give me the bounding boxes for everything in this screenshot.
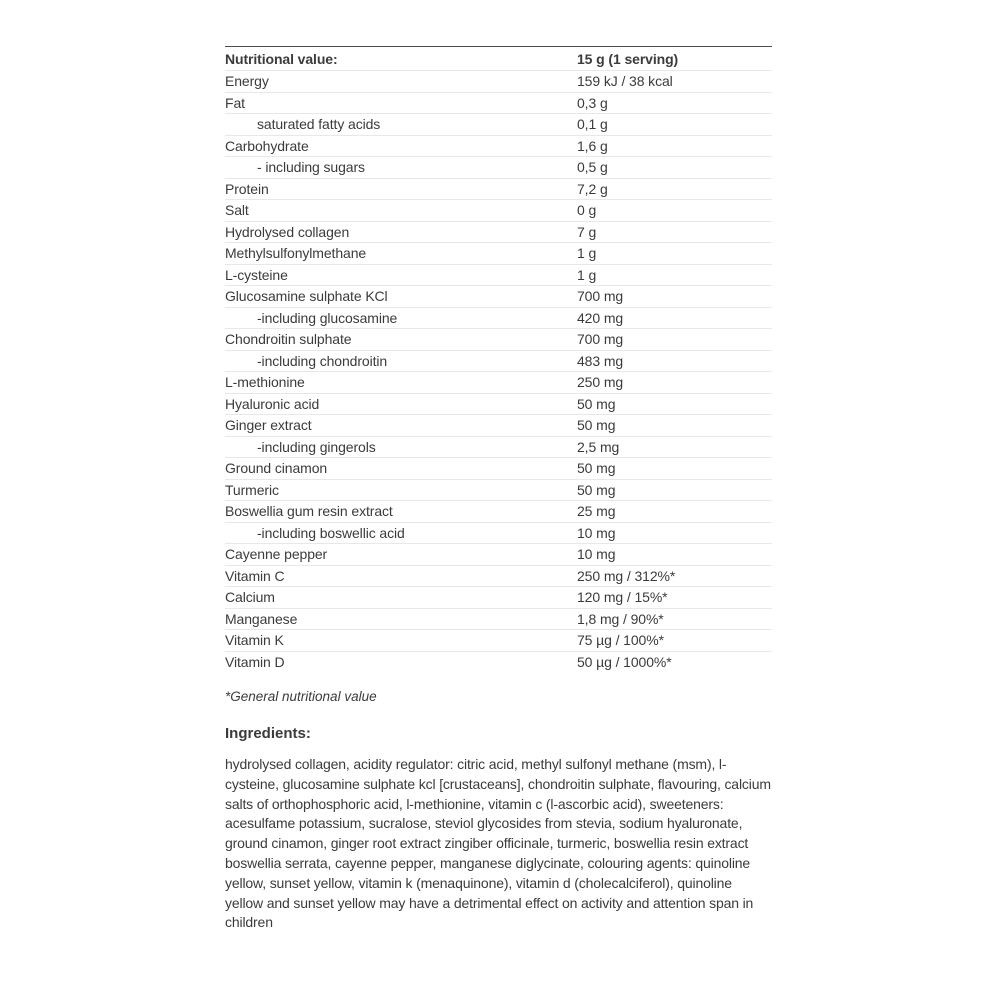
- row-label: Hydrolysed collagen: [225, 221, 577, 243]
- table-row: [225, 372, 772, 394]
- row-label: Vitamin K: [225, 630, 577, 652]
- row-value: 50 mg: [577, 479, 772, 501]
- row-label: Methylsulfonylmethane: [225, 243, 577, 265]
- row-value: 700 mg: [577, 329, 772, 351]
- table-header-row: [225, 47, 772, 71]
- table-row: [225, 178, 772, 200]
- row-value: 0,3 g: [577, 92, 772, 114]
- table-row: [225, 587, 772, 609]
- row-value: 1,8 mg / 90%*: [577, 608, 772, 630]
- row-label: Vitamin C: [225, 565, 577, 587]
- row-label: Vitamin D: [225, 653, 285, 670]
- row-value: 7,2 g: [577, 178, 772, 200]
- row-label: Boswellia gum resin extract: [225, 501, 577, 523]
- row-label: Cayenne pepper: [225, 544, 577, 566]
- ingredients-heading: Ingredients:: [225, 725, 311, 742]
- table-row: [225, 479, 772, 501]
- row-value: 25 mg: [577, 501, 772, 523]
- row-label: Protein: [225, 178, 577, 200]
- table-row: [225, 393, 772, 415]
- table-row: [225, 565, 772, 587]
- ingredients-text: hydrolysed collagen, acidity regulator: citric acid, methyl sulfonyl methane (msm), l-cysteine, glucosamine sulphate kcl [crustaceans], chondroitin sulphate, flavouring, calcium salts of orthophosphoric acid, l-methionine, vitamin c (l-ascorbic acid), sweeteners: acesulfame potassium, sucralose, steviol glycosides from stevia, sodium hyaluronate, ground cinamon, ginger root extract zingiber officinale, turmeric, boswellia resin extract boswellia serrata, cayenne pepper, manganese diglycinate, colouring agents: quinoline yellow, sunset yellow, vitamin k (menaquinone), vitamin d (cholecalciferol), quinoline yellow and sunset yellow may have a detrimental effect on activity and attention span in children: [225, 756, 771, 931]
- row-value: 2,5 mg: [577, 436, 772, 458]
- row-label: Ginger extract: [225, 415, 577, 437]
- table-row: [225, 651, 772, 672]
- nutrition-table: [225, 46, 772, 672]
- table-row: [225, 135, 772, 157]
- row-value: 420 mg: [577, 307, 772, 329]
- row-label: -including chondroitin: [225, 350, 577, 372]
- row-value: 50 µg / 1000%*: [577, 653, 672, 670]
- row-label: Ground cinamon: [225, 458, 577, 480]
- row-value: 50 mg: [577, 458, 772, 480]
- general-value-footnote: *General nutritional value: [225, 689, 377, 704]
- table-row: [225, 71, 772, 93]
- table-row: [225, 200, 772, 222]
- table-row: [225, 436, 772, 458]
- row-label: Glucosamine sulphate KCl: [225, 286, 577, 308]
- row-value: 10 mg: [577, 544, 772, 566]
- row-value: 1,6 g: [577, 135, 772, 157]
- row-label: Manganese: [225, 608, 577, 630]
- table-row: [225, 264, 772, 286]
- row-label: L-cysteine: [225, 264, 577, 286]
- table-header-label: Nutritional value:: [225, 47, 577, 71]
- table-row: [225, 243, 772, 265]
- row-label: Turmeric: [225, 479, 577, 501]
- row-label: -including gingerols: [225, 436, 577, 458]
- table-row: [225, 157, 772, 179]
- row-label: Fat: [225, 92, 577, 114]
- row-label: Hyaluronic acid: [225, 393, 577, 415]
- table-row: [225, 608, 772, 630]
- table-header-value: 15 g (1 serving): [577, 47, 772, 71]
- table-row: [225, 350, 772, 372]
- row-label: Chondroitin sulphate: [225, 329, 577, 351]
- row-value: 75 µg / 100%*: [577, 630, 772, 652]
- table-row: [225, 544, 772, 566]
- row-label: -including glucosamine: [225, 307, 577, 329]
- row-value: 250 mg: [577, 372, 772, 394]
- row-label: Energy: [225, 71, 577, 93]
- table-row: [225, 329, 772, 351]
- row-value: 700 mg: [577, 286, 772, 308]
- row-value: 159 kJ / 38 kcal: [577, 71, 772, 93]
- row-label: -including boswellic acid: [225, 522, 577, 544]
- nutrition-label-section: [225, 46, 772, 933]
- row-value: 250 mg / 312%*: [577, 565, 772, 587]
- table-row: [225, 286, 772, 308]
- row-label: Salt: [225, 200, 577, 222]
- row-value: 50 mg: [577, 393, 772, 415]
- row-value: 7 g: [577, 221, 772, 243]
- row-value: 483 mg: [577, 350, 772, 372]
- table-row: [225, 630, 772, 652]
- row-value: 1 g: [577, 243, 772, 265]
- table-row: [225, 522, 772, 544]
- table-row: [225, 501, 772, 523]
- row-value: 120 mg / 15%*: [577, 587, 772, 609]
- row-label: Carbohydrate: [225, 135, 577, 157]
- row-value: 50 mg: [577, 415, 772, 437]
- row-label: saturated fatty acids: [225, 114, 577, 136]
- row-label: Calcium: [225, 587, 577, 609]
- table-row: [225, 221, 772, 243]
- row-label: - including sugars: [225, 157, 577, 179]
- table-row: [225, 307, 772, 329]
- table-row: [225, 114, 772, 136]
- table-row: [225, 415, 772, 437]
- row-value: 0,1 g: [577, 114, 772, 136]
- table-row: [225, 458, 772, 480]
- row-value: 1 g: [577, 264, 772, 286]
- row-value: 0 g: [577, 200, 772, 222]
- table-row: [225, 92, 772, 114]
- row-value: 10 mg: [577, 522, 772, 544]
- row-label: L-methionine: [225, 372, 577, 394]
- row-value: 0,5 g: [577, 157, 772, 179]
